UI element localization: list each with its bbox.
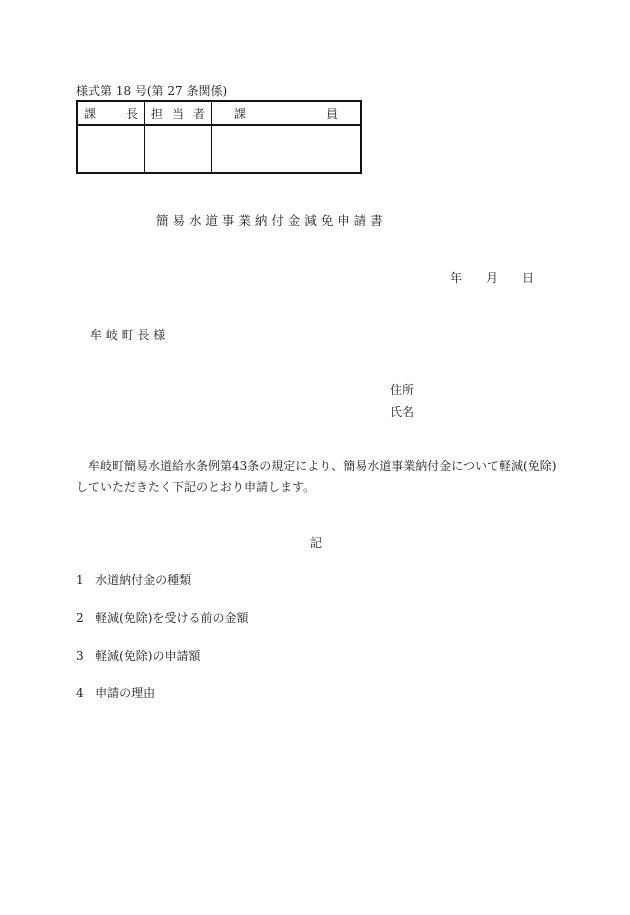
item-number: 4 <box>76 686 84 700</box>
name-label: 氏名 <box>390 405 415 419</box>
date-month: 月 <box>486 271 499 285</box>
date-year: 年 <box>450 271 463 285</box>
item-number: 1 <box>76 573 84 587</box>
seal-cell <box>145 125 212 173</box>
item-number: 3 <box>76 649 84 663</box>
body-line-2: していただきたく下記のとおり申請します。 <box>76 480 316 494</box>
item-number: 2 <box>76 611 84 625</box>
list-item <box>76 649 200 663</box>
approval-table <box>76 100 362 174</box>
item-label: 申請の理由 <box>95 686 156 700</box>
header-cell-text: 課 <box>84 106 97 121</box>
list-item <box>76 686 155 700</box>
list-item <box>76 611 248 625</box>
header-cell-text: 者 <box>192 106 205 121</box>
header-cell-text: 員 <box>325 106 338 121</box>
header-cell-text: 長 <box>125 106 138 121</box>
header-cell-text: 当 <box>171 106 184 121</box>
body-line-1: 牟岐町簡易水道給水条例第43条の規定により、簡易水道事業納付金について軽減(免除) <box>88 459 557 473</box>
address-label: 住所 <box>390 383 415 397</box>
seal-cell <box>212 125 362 173</box>
addressee: 牟 岐 町 長 様 <box>90 328 166 342</box>
date-day: 日 <box>522 271 535 285</box>
item-label: 軽減(免除)を受ける前の金額 <box>95 611 249 625</box>
seal-cell <box>77 125 145 173</box>
item-label: 軽減(免除)の申請額 <box>95 649 201 663</box>
list-item <box>76 573 191 587</box>
item-label: 水道納付金の種類 <box>95 573 192 587</box>
header-cell-text: 課 <box>234 106 247 121</box>
document-title: 簡 易 水 道 事 業 納 付 金 減 免 申 請 書 <box>156 213 383 228</box>
header-cell-text: 担 <box>151 106 164 121</box>
ki-heading: 記 <box>310 536 323 550</box>
form-number: 様式第 18 号(第 27 条関係) <box>76 84 228 98</box>
